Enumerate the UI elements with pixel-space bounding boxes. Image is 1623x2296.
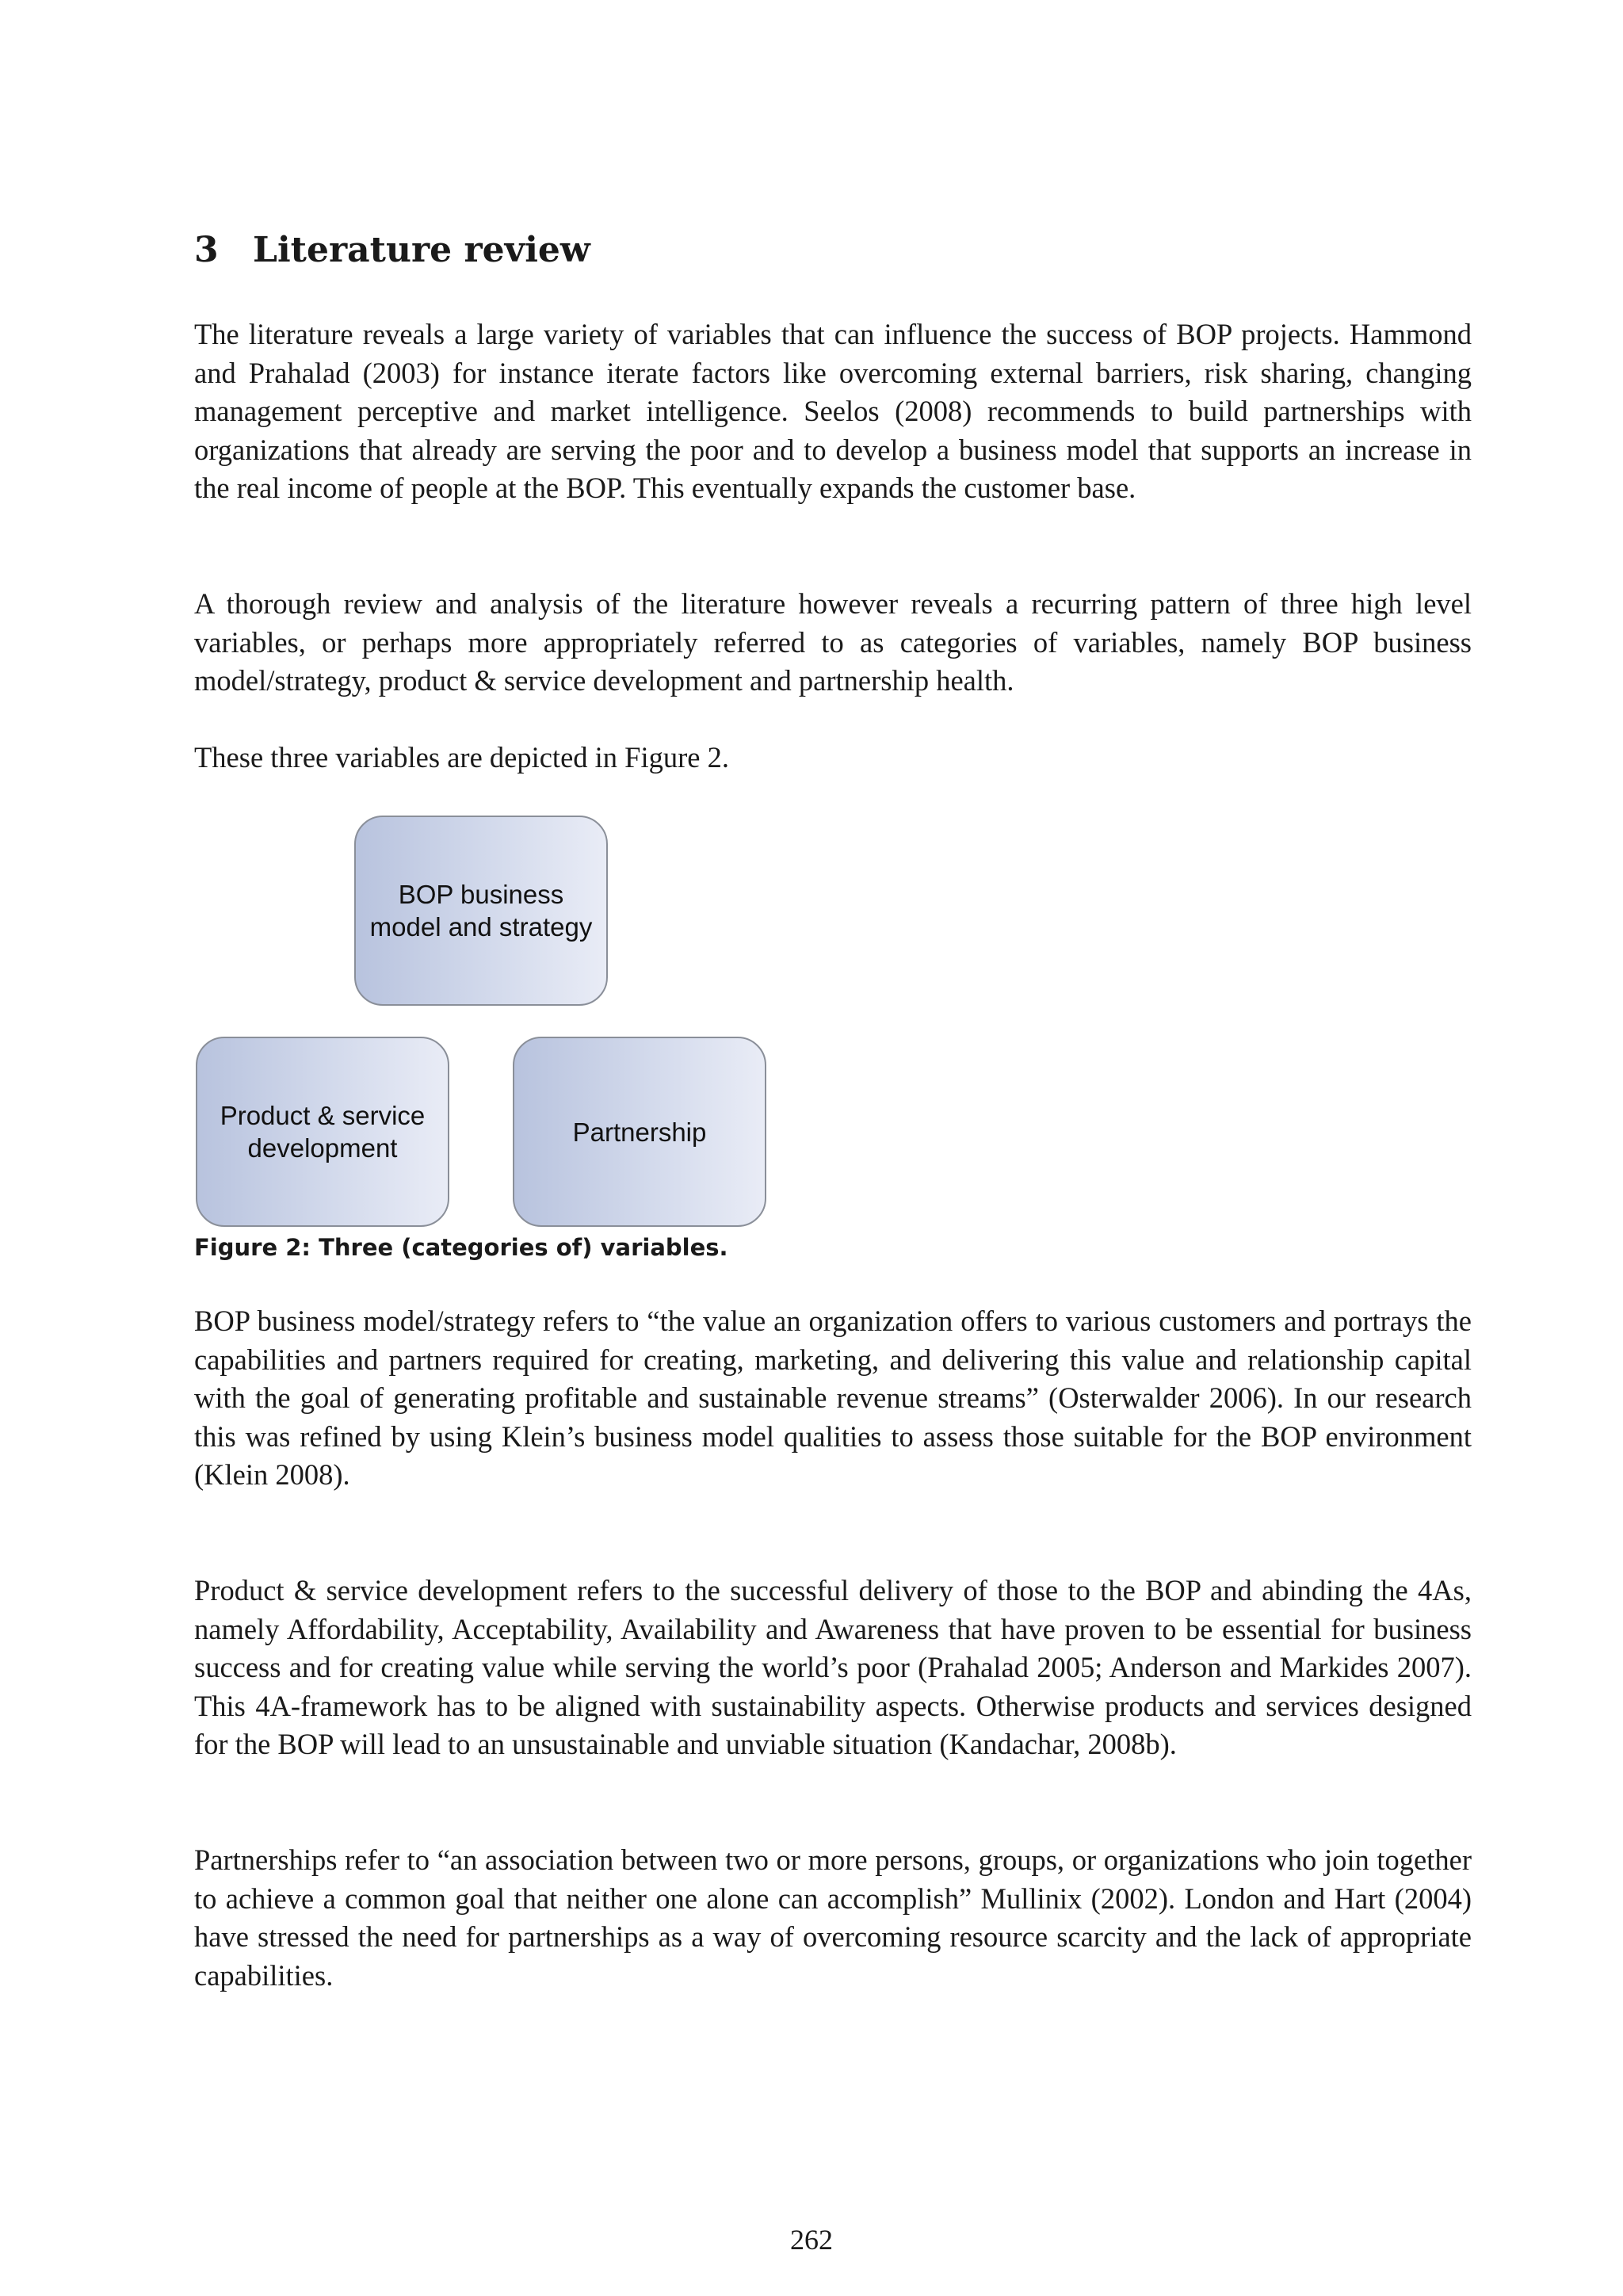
paragraph-review: A thorough review and analysis of the literature however reveals a recurring pattern of three high level variables, or perhaps more appropriately referred to as categories of variables, namely BOP business model/strategy, product & service development and partnership health. [194,587,1472,697]
diagram-box-partnership [513,1037,766,1227]
figure-caption: Figure 2: Three (categories of) variables. [194,1234,728,1261]
page-number: 262 [790,2224,833,2256]
diagram-box-label: BOP business model and strategy [369,880,593,942]
paragraph-figure-reference: These three variables are depicted in Figure 2. [194,741,729,774]
section-heading [194,230,590,270]
paragraph-intro: The literature reveals a large variety of variables that can influence the success of BOP projects. Hammond and Prahalad (2003) for instance iterate factors like overcoming external barriers, risk sharing, changing management perceptive and market intelligence. Seelos (2008) recommends to build partnerships with organizations that already are serving the poor and to develop a business model that supports an increase in the real income of people at the BOP. This eventually expands the customer base. [194,318,1472,504]
diagram-box-bop-business-model [354,816,608,1006]
paragraph-product-service: Product & service development refers to the successful delivery of those to the BOP and abinding the 4As, namely Affordability, Acceptability, Availability and Awareness that have proven to be essential for business success and for creating value while serving the world’s poor (Prahalad 2005; Anderson and Markides 2007). This 4A-framework has to be aligned with sustainability aspects. Otherwise products and services designed for the BOP will lead to an unsustainable and unviable situation (Kandachar, 2008b). [194,1574,1472,1760]
paragraph-business-model: BOP business model/strategy refers to “the value an organization offers to various customers and portrays the capabilities and partners required for creating, marketing, and delivering this value and relationship capital with the goal of generating profitable and sustainable revenue streams” (Osterwalder 2006). In our research this was refined by using Klein’s business model qualities to assess those suitable for the BOP environment (Klein 2008). [194,1305,1472,1491]
section-number: 3 [194,230,219,270]
section-title-text: Literature review [253,230,590,270]
paragraph-partnerships: Partnerships refer to “an association between two or more persons, groups, or organizations who join together to achieve a common goal that neither one alone can accomplish” Mullinix (2002). London and Hart (2004) have stressed the need for partnerships as a way of overcoming resource scarcity and the lack of appropriate capabilities. [194,1843,1472,1992]
diagram-box-product-service [196,1037,449,1227]
diagram-box-label: Partnership [572,1117,707,1147]
diagram-box-label: Product & service development [220,1101,426,1163]
figure-2-diagram [194,812,781,1236]
